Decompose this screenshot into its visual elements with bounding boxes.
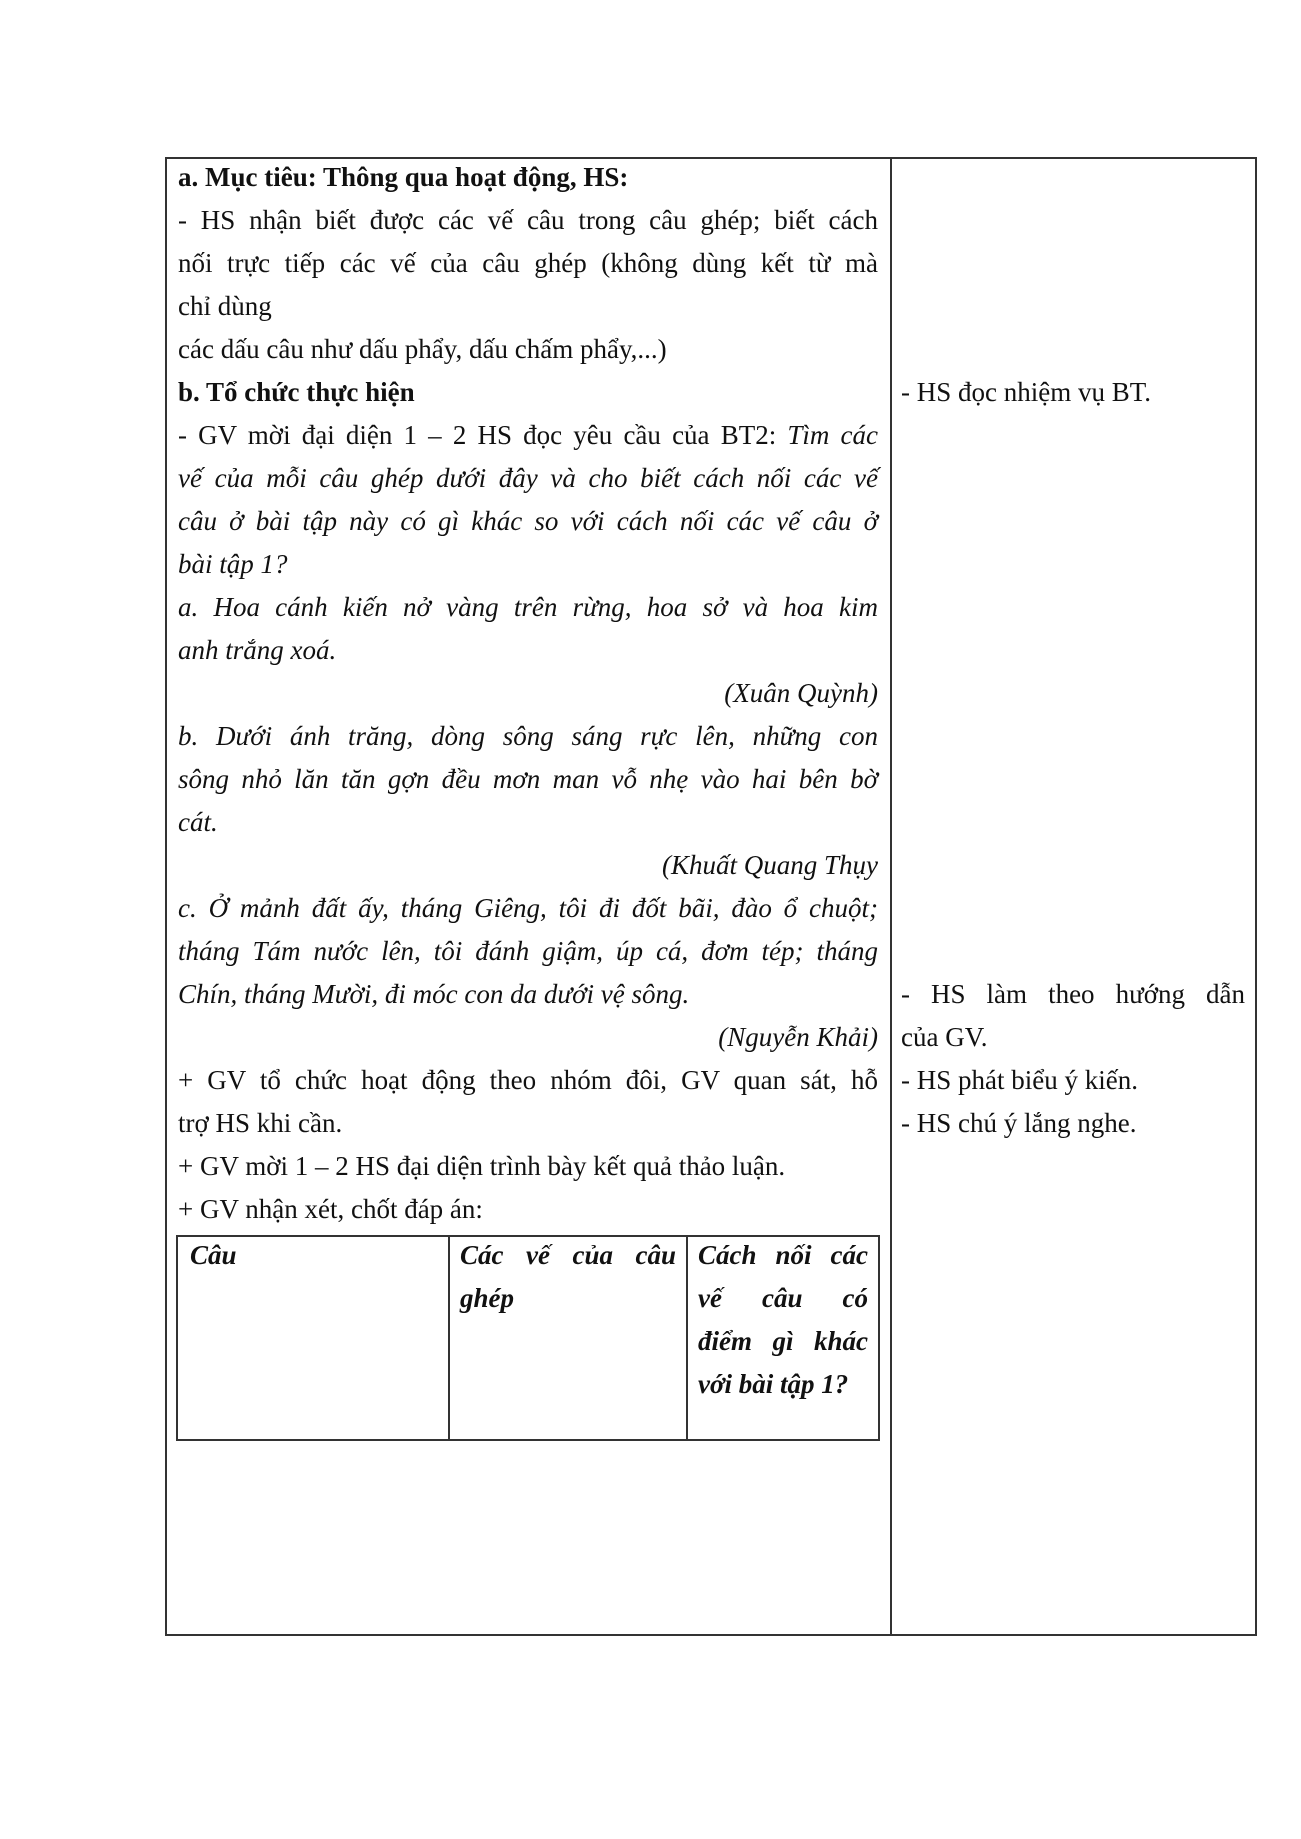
step-line: + GV mời 1 – 2 HS đại diện trình bày kết quả thảo luận.	[178, 1151, 786, 1181]
sentence-b: b. Dưới ánh trăng, dòng sông sáng rực lên, những con	[178, 721, 878, 751]
answer-table	[176, 1235, 880, 1441]
sentence-a: a. Hoa cánh kiến nở vàng trên rừng, hoa sở và hoa kim	[178, 592, 878, 622]
header-ve-cau: ghép	[460, 1283, 514, 1313]
column-divider	[890, 159, 892, 1634]
objective-line: chỉ dùng	[178, 291, 272, 321]
task-prefix: - GV mời đại diện 1 – 2 HS đọc yêu cầu của BT2:	[178, 420, 788, 450]
task-line: vế của mỗi câu ghép dưới đây và cho biết cách nối các vế	[178, 463, 878, 493]
header-cau: Câu	[190, 1240, 237, 1270]
student-activity: - HS phát biểu ý kiến.	[901, 1065, 1138, 1095]
sentence-b: cát.	[178, 807, 218, 837]
author-b: (Khuất Quang Thụy	[662, 850, 878, 880]
objective-line: - HS nhận biết được các vế câu trong câu ghép; biết cách	[178, 205, 878, 235]
step-line: + GV tổ chức hoạt động theo nhóm đôi, GV quan sát, hỗ	[178, 1065, 878, 1095]
procedure-heading: b. Tổ chức thực hiện	[178, 377, 415, 407]
sentence-c: c. Ở mảnh đất ấy, tháng Giêng, tôi đi đốt bãi, đào ổ chuột;	[178, 893, 878, 923]
answer-table-col	[450, 1237, 688, 1439]
answer-table-col	[688, 1237, 878, 1439]
step-line: + GV nhận xét, chốt đáp án:	[178, 1194, 483, 1224]
student-activity: - HS chú ý lắng nghe.	[901, 1108, 1137, 1138]
author-a: (Xuân Quỳnh)	[724, 678, 878, 708]
task-line: bài tập 1?	[178, 549, 288, 579]
objective-line: các dấu câu như dấu phẩy, dấu chấm phẩy,...)	[178, 334, 667, 364]
step-line: trợ HS khi cần.	[178, 1108, 343, 1138]
answer-table-col	[178, 1237, 450, 1439]
student-activity: - HS làm theo hướng dẫn	[901, 979, 1245, 1009]
objective-heading: a. Mục tiêu: Thông qua hoạt động, HS:	[178, 162, 629, 192]
student-activity: - HS đọc nhiệm vụ BT.	[901, 377, 1151, 407]
sentence-c: Chín, tháng Mười, đi móc con da dưới vệ sông.	[178, 979, 690, 1009]
task-line	[178, 417, 878, 457]
lesson-table	[165, 157, 1257, 1636]
header-cach-noi: vế câu có	[698, 1283, 868, 1313]
task-italic: Tìm các	[787, 420, 878, 450]
sentence-b: sông nhỏ lăn tăn gợn đều mơn man vỗ nhẹ vào hai bên bờ	[178, 764, 878, 794]
task-line: câu ở bài tập này có gì khác so với cách nối các vế câu ở	[178, 506, 878, 536]
header-cach-noi: điểm gì khác	[698, 1326, 868, 1356]
sentence-a: anh trắng xoá.	[178, 635, 337, 665]
objective-line: nối trực tiếp các vế của câu ghép (không dùng kết từ mà	[178, 248, 878, 278]
header-cach-noi: với bài tập 1?	[698, 1369, 849, 1399]
sentence-c: tháng Tám nước lên, tôi đánh giậm, úp cá, đơm tép; tháng	[178, 936, 878, 966]
author-c: (Nguyễn Khải)	[718, 1022, 878, 1052]
header-ve-cau: Các vế của câu	[460, 1240, 676, 1270]
student-activity: của GV.	[901, 1022, 988, 1052]
header-cach-noi: Cách nối các	[698, 1240, 868, 1270]
